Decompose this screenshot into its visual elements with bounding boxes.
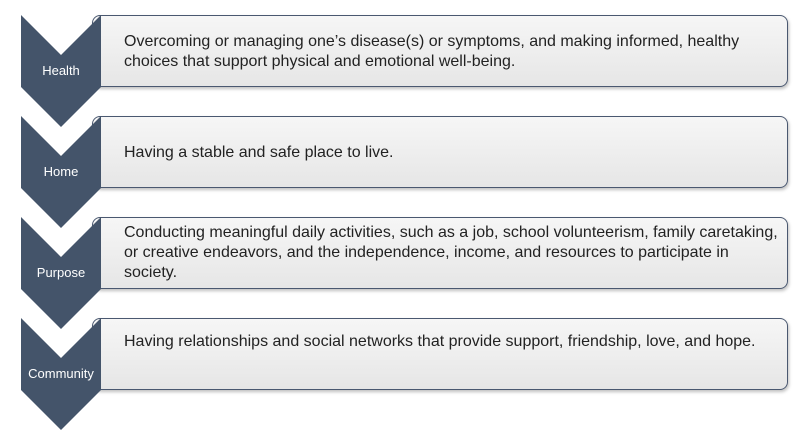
step-health <box>0 15 800 127</box>
step-label: Community <box>28 366 94 381</box>
step-description: Having relationships and social networks that provide support, friendship, love, and hope. <box>124 333 756 350</box>
step-description-box <box>92 318 788 390</box>
step-home <box>0 116 800 228</box>
step-description: Having a stable and safe place to live. <box>124 144 394 161</box>
step-label: Purpose <box>36 265 86 280</box>
step-purpose <box>0 217 800 329</box>
step-label: Health <box>42 63 80 78</box>
step-label: Home <box>43 164 79 179</box>
step-description: Overcoming or managing one’s disease(s) or symptoms, and making informed, healthy choices that support physical and emotional well-being. <box>124 33 740 70</box>
step-description: Conducting meaningful daily activities, such as a job, school volunteerism, family caretaking, or creative endeavors, and the independence, income, and resources to participate in society. <box>124 224 778 281</box>
step-community <box>0 318 800 430</box>
